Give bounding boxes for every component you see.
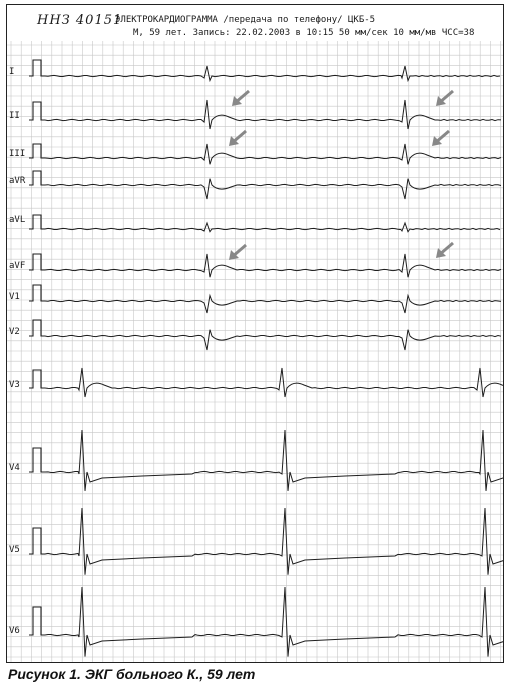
lead-label-iii: III xyxy=(9,149,26,159)
ecg-grid xyxy=(7,41,503,662)
handwritten-note: ННЗ 40151 xyxy=(37,13,123,28)
patient-info: М, 59 лет. Запись: 22.02.2003 в 10:15 50 мм/сек 10 мм/мв ЧСС=38 xyxy=(133,28,475,38)
lead-label-avl: aVL xyxy=(9,215,26,225)
lead-label-v6: V6 xyxy=(9,626,20,636)
ecg-trace xyxy=(45,100,501,129)
ecg-plot xyxy=(7,5,503,662)
lead-label-v1: V1 xyxy=(9,292,20,302)
ecg-trace xyxy=(45,254,501,277)
ecg-trace xyxy=(45,368,503,397)
ecg-trace xyxy=(45,179,501,199)
ecg-trace xyxy=(45,508,503,575)
lead-label-i: I xyxy=(9,67,15,77)
ecg-trace xyxy=(45,430,503,491)
lead-label-v3: V3 xyxy=(9,380,20,390)
ecg-trace xyxy=(45,330,501,350)
lead-label-avr: aVR xyxy=(9,176,26,186)
lead-label-v2: V2 xyxy=(9,327,20,337)
lead-label-avf: aVF xyxy=(9,261,26,271)
ecg-trace xyxy=(45,587,503,657)
lead-label-ii: II xyxy=(9,111,20,121)
ecg-sheet xyxy=(6,4,504,663)
figure-caption: Рисунок 1. ЭКГ больного К., 59 лет xyxy=(8,666,256,682)
ecg-title: ЭЛЕКТРОКАРДИОГРАММА /передача по телефону/ ЦКБ-5 xyxy=(115,15,376,25)
lead-label-v5: V5 xyxy=(9,545,20,555)
lead-label-v4: V4 xyxy=(9,463,20,473)
